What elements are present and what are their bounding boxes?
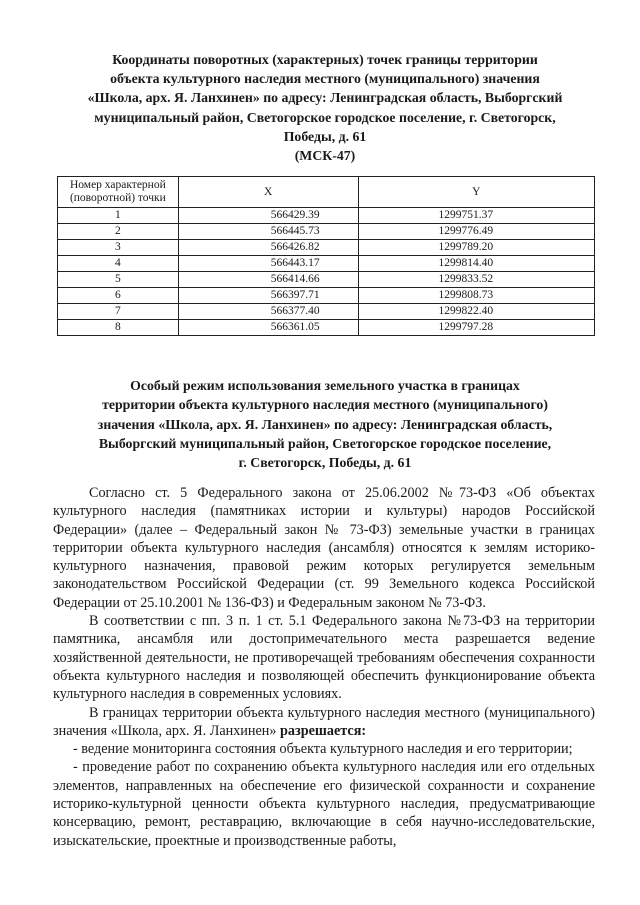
table-row [58, 288, 595, 304]
cell-y: 1299797.28 [358, 320, 594, 336]
body-text [53, 484, 595, 850]
cell-x: 566426.82 [178, 240, 358, 256]
cell-x: 566397.71 [178, 288, 358, 304]
cell-point-number: 7 [58, 304, 179, 320]
title-line: Победы, д. 61 [283, 128, 367, 144]
title-line: (МСК-47) [294, 148, 356, 164]
header-point-line2: (поворотной) точки [69, 192, 166, 204]
title-line: Координаты поворотных (характерных) точек границы территории [112, 52, 538, 67]
special-regime-heading [60, 376, 590, 472]
coordinates-title [60, 50, 590, 165]
cell-x: 566414.66 [178, 272, 358, 288]
cell-y: 1299808.73 [358, 288, 594, 304]
cell-point-number: 3 [58, 240, 179, 256]
heading-line: Особый режим использования земельного участка в границах [130, 378, 520, 393]
title-line: муниципальный район, Светогорское городское поселение, г. Светогорск, [94, 109, 556, 125]
cell-point-number: 4 [58, 256, 179, 272]
cell-point-number: 5 [58, 272, 179, 288]
header-point-line1: Номер характерной [69, 179, 166, 191]
title-line: объекта культурного наследия местного (муниципального) значения [110, 71, 540, 87]
cell-y: 1299789.20 [358, 240, 594, 256]
cell-x: 566429.39 [178, 208, 358, 224]
paragraph-permitted-activity: В соответствии с пп. 3 п. 1 ст. 5.1 Федерального закона №73-ФЗ на территории памятника, ансамбля или достопримечательного места разрешается ведение хозяйственной деятельности, не противоречащей требованиям обеспечения сохранности объекта культурного наследия и позволяющей обеспечить функционирование объекта культурного наследия в современных условиях. [53, 613, 595, 703]
cell-y: 1299751.37 [358, 208, 594, 224]
table-row [58, 256, 595, 272]
cell-y: 1299833.52 [358, 272, 594, 288]
permitted-intro-text: В границах территории объекта культурного наследия местного (муниципального) значения «Школа, арх. Я. Ланхинен» [53, 704, 595, 739]
table-row [58, 240, 595, 256]
heading-line: значения «Школа, арх. Я. Ланхинен» по адресу: Ленинградская область, [97, 416, 553, 432]
paragraph-permitted-intro [53, 704, 595, 741]
list-item-monitoring: - ведение мониторинга состояния объекта культурного наследия и его территории; [73, 741, 573, 758]
cell-x: 566443.17 [178, 256, 358, 272]
cell-x: 566361.05 [178, 320, 358, 336]
coordinates-table [57, 176, 595, 336]
cell-point-number: 8 [58, 320, 179, 336]
heading-line: г. Светогорск, Победы, д. 61 [238, 455, 412, 471]
cell-point-number: 6 [58, 288, 179, 304]
cell-y: 1299822.40 [358, 304, 594, 320]
table-header-row [58, 177, 595, 208]
heading-line: Выборгский муниципальный район, Светогорское городское поселение, [98, 435, 552, 451]
table-row [58, 272, 595, 288]
list-item-preservation-works: - проведение работ по сохранению объекта культурного наследия или его отдельных элементов, направленных на обеспечение его физической сохранности и сохранение историко-культурной ценности объекта культурного наследия, предусматривающие консервацию, ремонт, реставрацию, включающие в себя научно-исследовательские, изыскательские, проектные и производственные работы, [53, 759, 595, 849]
cell-y: 1299814.40 [358, 256, 594, 272]
table-row [58, 304, 595, 320]
permitted-label: разрешается: [280, 722, 367, 739]
cell-y: 1299776.49 [358, 224, 594, 240]
cell-x: 566445.73 [178, 224, 358, 240]
title-line: «Школа, арх. Я. Ланхинен» по адресу: Ленинградская область, Выборгский [87, 90, 563, 106]
heading-line: территории объекта культурного наследия местного (муниципального) [102, 397, 548, 413]
table-row [58, 208, 595, 224]
cell-point-number: 1 [58, 208, 179, 224]
cell-point-number: 2 [58, 224, 179, 240]
header-y: Y [358, 177, 594, 208]
header-x: X [178, 177, 358, 208]
table-row [58, 224, 595, 240]
paragraph-law-reference: Согласно ст. 5 Федерального закона от 25.06.2002 №73-ФЗ «Об объектах культурного наследия (памятниках истории и культуры) народов Российской Федерации» (далее – Федеральный закон № 73-ФЗ) земельные участки в границах территории объекта культурного наследия (ансамбля) относятся к землям историко-культурного назначения, правовой режим которых регулируется земельным законодательством Российской Федерации (ст. 99 Земельного кодекса Российской Федерации от 25.10.2001 № 136-ФЗ) и Федеральным законом № 73-ФЗ. [53, 485, 595, 611]
table-row [58, 320, 595, 336]
cell-x: 566377.40 [178, 304, 358, 320]
header-point-number [58, 177, 179, 208]
